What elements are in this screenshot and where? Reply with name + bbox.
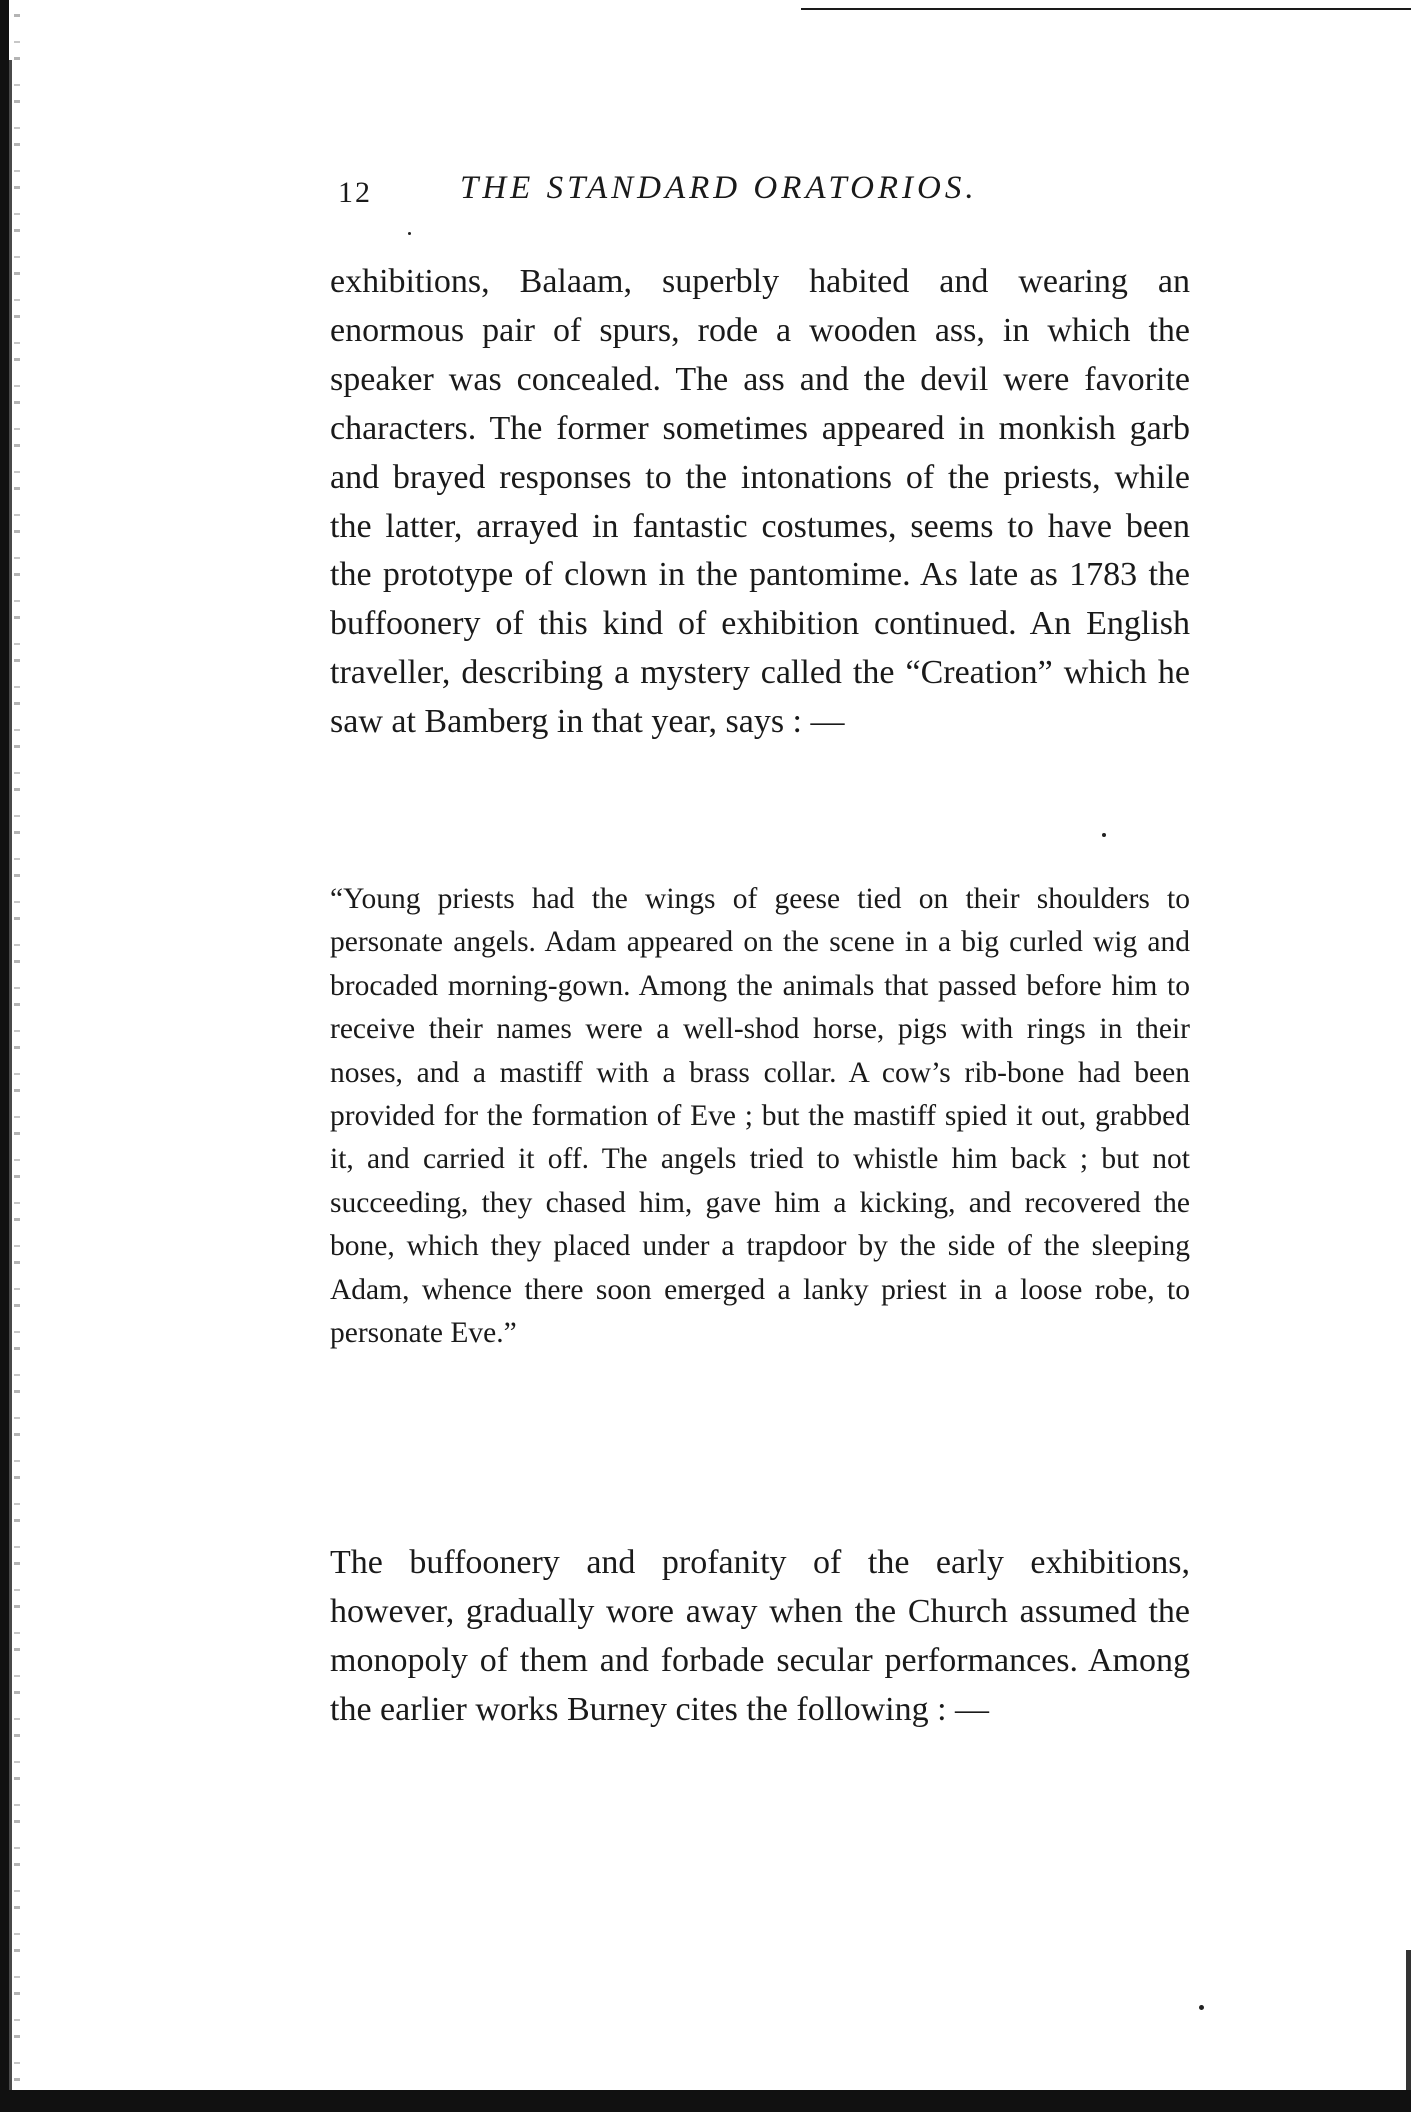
- body-paragraph-2: The buffoonery and profanity of the early exhibitions, however, gradually wore away when the Church assumed the monopoly of them and forbade secular performances. Among the earlier works Burney cites the following : —: [330, 1544, 1190, 1728]
- body-paragraph-1: exhibitions, Balaam, superbly habited and wearing an enormous pair of spurs, rode a wooden ass, in which the speaker was concealed. The ass and the devil were favorite characters. The former sometimes appeared in monkish garb and brayed responses to the intonations of the priests, while the latter, arrayed in fantastic costumes, seems to have been the prototype of clown in the pantomime. As late as 1783 the buffoonery of this kind of exhibition continued. An English traveller, describing a mystery called the “Creation” which he saw at Bamberg in that year, says : —: [330, 263, 1190, 741]
- running-head: [330, 170, 1190, 230]
- block-quote: “Young priests had the wings of geese tied on their shoulders to personate angels. Adam appeared on the scene in a big curled wig and brocaded morning-gown. Among the animals that passed before him to receive their names were a well-shod horse, pigs with rings in their noses, and a mastiff with a brass collar. A cow’s rib-bone had been provided for the formation of Eve ; but the mastiff spied it out, grabbed it, and carried it off. The angels tried to whistle him back ; but not succeeding, they chased him, gave him a kicking, and recovered the bone, which they placed under a trapdoor by the side of the sleeping Adam, whence there soon emerged a lanky priest in a loose robe, to personate Eve.”: [330, 883, 1190, 1350]
- scan-bottom-edge: [0, 2090, 1411, 2112]
- running-title: THE STANDARD ORATORIOS.: [460, 170, 978, 206]
- page-number: 12: [338, 176, 372, 209]
- scan-speck: [1102, 833, 1106, 837]
- scan-speck: [1199, 2005, 1204, 2010]
- scan-top-rule: [801, 8, 1411, 10]
- scan-speck: [408, 232, 411, 235]
- scan-left-edge: [0, 0, 9, 2112]
- scan-left-edge-shadow: [9, 60, 12, 2100]
- scan-right-edge-mark: [1406, 1950, 1411, 2090]
- scan-left-edge-speckle: [14, 0, 20, 2112]
